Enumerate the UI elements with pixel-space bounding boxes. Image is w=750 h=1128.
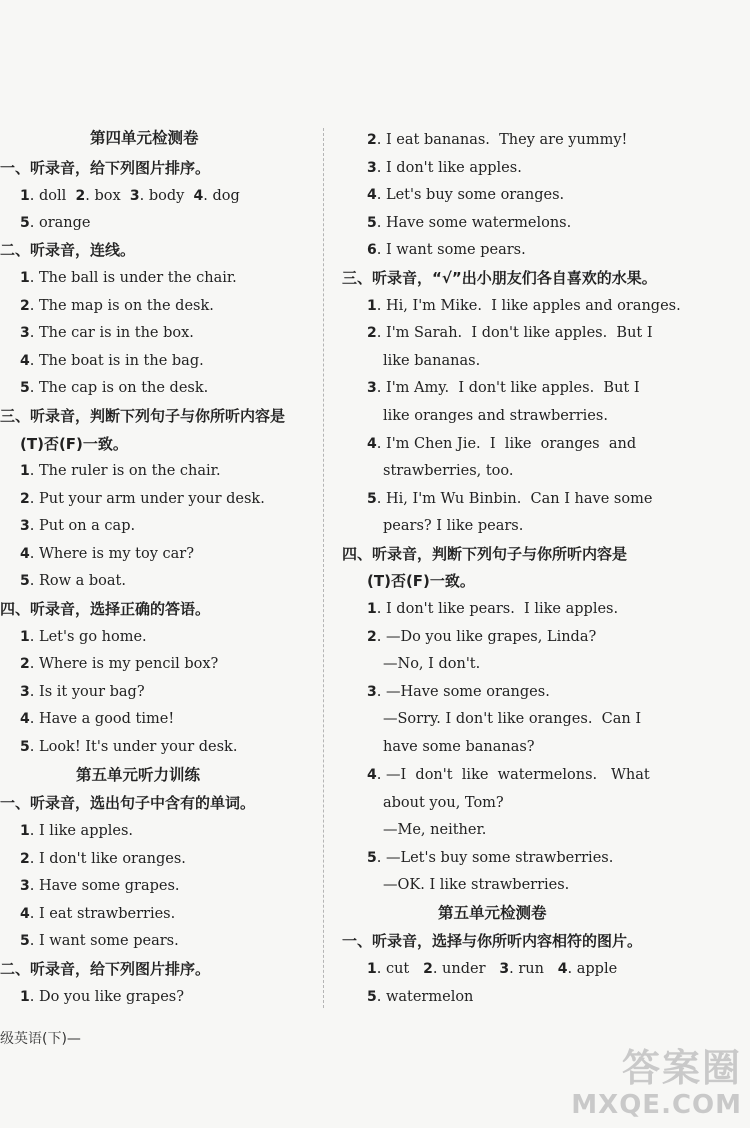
script-line: 2. I eat bananas. They are yummy! xyxy=(367,132,628,148)
script-line: 2. Put your arm under your desk. xyxy=(20,491,265,507)
script-line: 3. Is it your bag? xyxy=(20,684,145,700)
script-line: like oranges and strawberries. xyxy=(383,408,608,424)
watermark-bottom: MXQE.COM xyxy=(571,1090,742,1120)
script-line: 2. The map is on the desk. xyxy=(20,298,214,314)
script-line: 5. The cap is on the desk. xyxy=(20,380,209,396)
question-heading: 三、听录音，“√”出小朋友们各自喜欢的水果。 xyxy=(342,269,657,287)
script-line: 4. I eat strawberries. xyxy=(20,906,176,922)
question-heading: 一、听录音，选出句子中含有的单词。 xyxy=(0,794,256,812)
section-title: 第五单元检测卷 xyxy=(438,904,547,922)
script-line: strawberries, too. xyxy=(383,463,514,479)
script-line: 4. I'm Chen Jie. I like oranges and xyxy=(367,436,637,452)
script-line: —No, I don't. xyxy=(383,656,481,672)
script-line: 4. —I don't like watermelons. What xyxy=(367,767,650,783)
script-line: about you, Tom? xyxy=(383,795,504,811)
watermark-logo xyxy=(571,1046,742,1120)
script-line: 5. watermelon xyxy=(367,989,474,1005)
script-line: 4. Where is my toy car? xyxy=(20,546,194,562)
script-line: 2. I don't like oranges. xyxy=(20,851,186,867)
script-line: 1. Let's go home. xyxy=(20,629,147,645)
script-line: 4. Have a good time! xyxy=(20,711,175,727)
question-heading: 四、听录音，判断下列句子与你所听内容是 xyxy=(342,545,628,563)
script-line: —OK. I like strawberries. xyxy=(383,877,570,893)
script-line: 4. The boat is in the bag. xyxy=(20,353,204,369)
script-line: 2. I'm Sarah. I don't like apples. But I xyxy=(367,325,653,341)
script-line: 5. I want some pears. xyxy=(20,933,179,949)
script-line: 3. Put on a cap. xyxy=(20,518,136,534)
script-line: 2. —Do you like grapes, Linda? xyxy=(367,629,597,645)
script-line: 3. The car is in the box. xyxy=(20,325,194,341)
section-title: 第四单元检测卷 xyxy=(90,129,199,147)
question-heading: 三、听录音，判断下列句子与你所听内容是 xyxy=(0,407,286,425)
script-line: 3. I don't like apples. xyxy=(367,160,522,176)
script-line: pears? I like pears. xyxy=(383,518,524,534)
question-heading: 二、听录音，连线。 xyxy=(0,241,136,259)
question-heading: 一、听录音，选择与你所听内容相符的图片。 xyxy=(342,932,643,950)
script-line: 1. The ball is under the chair. xyxy=(20,270,237,286)
script-line: 2. Where is my pencil box? xyxy=(20,656,219,672)
script-line: 1. I don't like pears. I like apples. xyxy=(367,601,619,617)
script-line: —Sorry. I don't like oranges. Can I xyxy=(383,711,642,727)
script-line: 1. Do you like grapes? xyxy=(20,989,184,1005)
script-line: 5. —Let's buy some strawberries. xyxy=(367,850,614,866)
script-line: 3. —Have some oranges. xyxy=(367,684,550,700)
column-divider xyxy=(323,128,324,1008)
script-line: —Me, neither. xyxy=(383,822,487,838)
script-line: 4. Let's buy some oranges. xyxy=(367,187,565,203)
script-line: have some bananas? xyxy=(383,739,535,755)
page-footer: 级英语(下)— xyxy=(0,1031,81,1047)
script-line: 6. I want some pears. xyxy=(367,242,526,258)
question-heading: (T)否(F)一致。 xyxy=(367,572,475,590)
question-heading: 四、听录音，选择正确的答语。 xyxy=(0,600,211,618)
script-line: like bananas. xyxy=(383,353,481,369)
script-line: 1. doll 2. box 3. body 4. dog xyxy=(20,188,240,204)
question-heading: (T)否(F)一致。 xyxy=(20,435,128,453)
script-line: 5. orange xyxy=(20,215,91,231)
script-line: 1. I like apples. xyxy=(20,823,134,839)
script-line: 1. The ruler is on the chair. xyxy=(20,463,221,479)
script-line: 1. cut 2. under 3. run 4. apple xyxy=(367,961,618,977)
script-line: 3. I'm Amy. I don't like apples. But I xyxy=(367,380,640,396)
script-line: 1. Hi, I'm Mike. I like apples and oranges. xyxy=(367,298,681,314)
section-title: 第五单元听力训练 xyxy=(76,766,201,784)
question-heading: 二、听录音，给下列图片排序。 xyxy=(0,960,211,978)
script-line: 5. Have some watermelons. xyxy=(367,215,572,231)
script-line: 5. Hi, I'm Wu Binbin. Can I have some xyxy=(367,491,653,507)
script-line: 3. Have some grapes. xyxy=(20,878,180,894)
script-line: 5. Look! It's under your desk. xyxy=(20,739,238,755)
watermark-top: 答案圈 xyxy=(621,1046,742,1090)
script-line: 5. Row a boat. xyxy=(20,573,126,589)
question-heading: 一、听录音，给下列图片排序。 xyxy=(0,159,211,177)
